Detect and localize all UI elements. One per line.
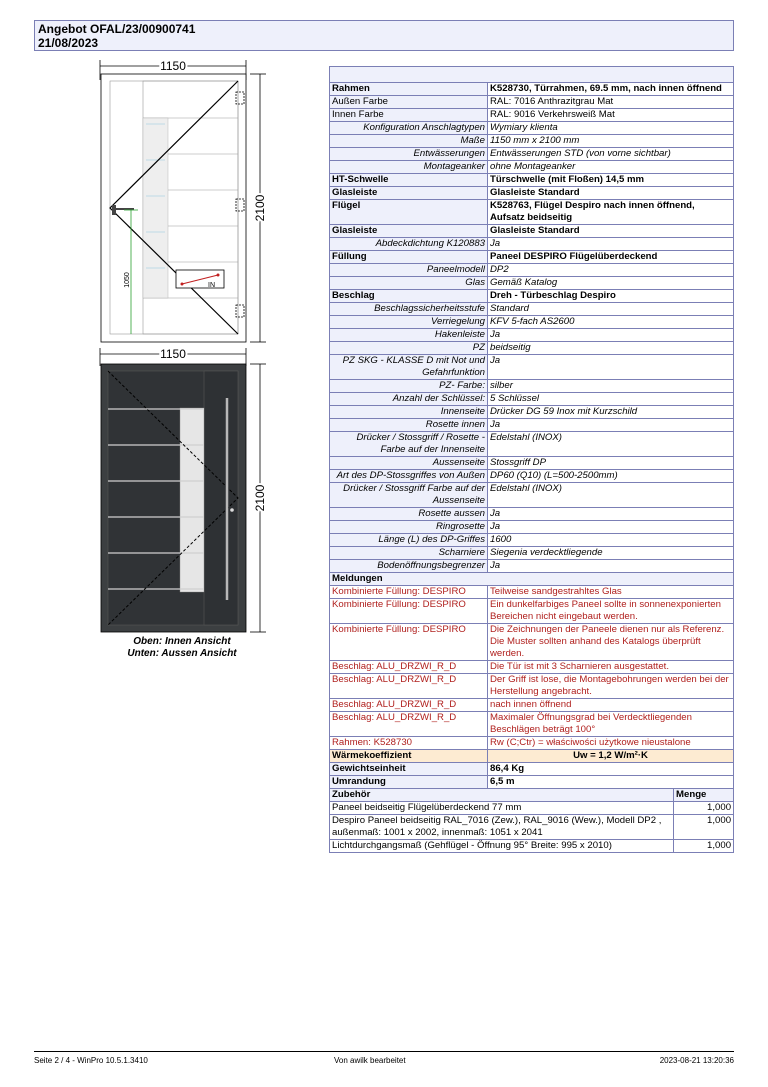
spec-label: PZ [330, 342, 488, 355]
spec-label: Montageanker [330, 161, 488, 174]
spec-row [330, 316, 734, 329]
spec-row [330, 238, 734, 251]
spec-label: Füllung [330, 251, 488, 264]
message-source: Beschlag: ALU_DRZWI_R_D [330, 674, 488, 699]
accessories-header: Zubehör [330, 789, 674, 802]
thermal-value: Uw = 1,2 W/m²·K [488, 750, 734, 763]
spec-label: Entwässerungen [330, 148, 488, 161]
bottom-width-label: 1150 [160, 347, 186, 361]
spec-row [330, 277, 734, 290]
bottom-height-label: 2100 [253, 484, 267, 512]
spec-value: Ja [488, 355, 734, 380]
spec-value: Türschwelle (mit Floßen) 14,5 mm [488, 174, 734, 187]
specification-table [329, 66, 734, 853]
spec-label: Außen Farbe [330, 96, 488, 109]
door-drawing [0, 0, 330, 680]
spec-row [330, 161, 734, 174]
spec-label: Hakenleiste [330, 329, 488, 342]
message-source: Kombinierte Füllung: DESPIRO [330, 599, 488, 624]
spec-label: Innen Farbe [330, 109, 488, 122]
spec-label: Konfiguration Anschlagtypen [330, 122, 488, 135]
spec-row [330, 135, 734, 148]
spec-value: 1600 [488, 534, 734, 547]
spec-label: Glasleiste [330, 187, 488, 200]
spec-label: PZ SKG - KLASSE D mit Not und Gefahrfunktion [330, 355, 488, 380]
spec-value: Ja [488, 238, 734, 251]
spec-value: silber [488, 380, 734, 393]
spec-value: Entwässerungen STD (von vorne sichtbar) [488, 148, 734, 161]
spec-label: Paneelmodell [330, 264, 488, 277]
spec-label: Anzahl der Schlüssel: [330, 393, 488, 406]
accessory-row [330, 802, 734, 815]
spec-row [330, 457, 734, 470]
accessory-quantity: 1,000 [674, 802, 734, 815]
spec-row [330, 251, 734, 264]
spec-value: KFV 5-fach AS2600 [488, 316, 734, 329]
spec-label: Beschlag [330, 290, 488, 303]
accessory-quantity: 1,000 [674, 840, 734, 853]
spec-row [330, 432, 734, 457]
message-source: Beschlag: ALU_DRZWI_R_D [330, 661, 488, 674]
spec-value: Ja [488, 560, 734, 573]
message-source: Kombinierte Füllung: DESPIRO [330, 624, 488, 661]
spec-row [330, 355, 734, 380]
message-row [330, 674, 734, 699]
message-text: Teilweise sandgestrahltes Glas [488, 586, 734, 599]
spec-value: RAL: 9016 Verkehrsweiß Mat [488, 109, 734, 122]
accessory-name: Paneel beidseitig Flügelüberdeckend 77 mm [330, 802, 674, 815]
spec-row [330, 225, 734, 238]
spec-value: ohne Montageanker [488, 161, 734, 174]
top-width-label: 1150 [160, 59, 186, 73]
spec-row [330, 148, 734, 161]
spec-label: HT-Schwelle [330, 174, 488, 187]
page-footer [34, 1051, 734, 1067]
footer-timestamp: 2023-08-21 13:20:36 [659, 1056, 734, 1065]
spec-value: Ja [488, 521, 734, 534]
message-row [330, 661, 734, 674]
message-text: Der Griff ist lose, die Montagebohrungen werden bei der Herstellung angebracht. [488, 674, 734, 699]
perimeter-value: 6,5 m [488, 776, 734, 789]
spec-value: Ja [488, 508, 734, 521]
footer-page-info: Seite 2 / 4 - WinPro 10.5.1.3410 [34, 1056, 148, 1065]
messages-header-row [330, 573, 734, 586]
spec-label: Verriegelung [330, 316, 488, 329]
message-text: Die Tür ist mit 3 Scharnieren ausgestattet. [488, 661, 734, 674]
spec-label: Maße [330, 135, 488, 148]
caption-outer: Unten: Aussen Ansicht [127, 648, 237, 659]
spec-value: DP2 [488, 264, 734, 277]
message-row [330, 586, 734, 599]
spec-value: Glasleiste Standard [488, 225, 734, 238]
message-text: Rw (C;Ctr) = właściwości użytkowe nieustalone [488, 737, 734, 750]
message-row [330, 599, 734, 624]
spec-value: Glasleiste Standard [488, 187, 734, 200]
accessory-row [330, 840, 734, 853]
spec-row [330, 264, 734, 277]
opening-direction-label: IN [208, 282, 215, 289]
spec-value: Edelstahl (INOX) [488, 432, 734, 457]
spec-row [330, 419, 734, 432]
spec-row [330, 83, 734, 96]
spec-label: Rahmen [330, 83, 488, 96]
spec-row [330, 380, 734, 393]
spec-row [330, 96, 734, 109]
spec-row [330, 329, 734, 342]
weight-label: Gewichtseinheit [330, 763, 488, 776]
spec-label: Beschlagssicherheitsstufe [330, 303, 488, 316]
accessory-name: Despiro Paneel beidseitig RAL_7016 (Zew.), RAL_9016 (Wew.), Modell DP2 , außenmaß: 1001 x 2002, innenmaß: 1051 x 2041 [330, 815, 674, 840]
spec-label: Abdeckdichtung K120883 [330, 238, 488, 251]
perimeter-row [330, 776, 734, 789]
spec-row [330, 521, 734, 534]
spec-value: beidseitig [488, 342, 734, 355]
spec-row [330, 508, 734, 521]
spec-label: Rosette aussen [330, 508, 488, 521]
weight-row [330, 763, 734, 776]
spec-value: Drücker DG 59 Inox mit Kurzschild [488, 406, 734, 419]
spec-row [330, 290, 734, 303]
spec-label: Rosette innen [330, 419, 488, 432]
spec-label: Aussenseite [330, 457, 488, 470]
footer-editor: Von awilk bearbeitet [334, 1056, 406, 1065]
message-row [330, 699, 734, 712]
message-source: Kombinierte Füllung: DESPIRO [330, 586, 488, 599]
spec-value: Ja [488, 329, 734, 342]
message-source: Beschlag: ALU_DRZWI_R_D [330, 712, 488, 737]
handle-height-label: 1050 [124, 272, 131, 288]
spec-row [330, 187, 734, 200]
spec-label: Flügel [330, 200, 488, 225]
spec-label: Glas [330, 277, 488, 290]
outer-view-door [101, 364, 246, 632]
accessory-row [330, 815, 734, 840]
weight-value: 86,4 Kg [488, 763, 734, 776]
spec-label: Drücker / Stossgriff Farbe auf der Aussenseite [330, 483, 488, 508]
spec-value: DP60 (Q10) (L=500-2500mm) [488, 470, 734, 483]
spec-row [330, 342, 734, 355]
spec-label: PZ- Farbe: [330, 380, 488, 393]
message-source: Beschlag: ALU_DRZWI_R_D [330, 699, 488, 712]
thermal-row [330, 750, 734, 763]
spec-row [330, 303, 734, 316]
spec-value: 1150 mm x 2100 mm [488, 135, 734, 148]
drawing-caption [92, 636, 272, 660]
table-top-row [330, 67, 734, 83]
message-text: nach innen öffnend [488, 699, 734, 712]
message-row [330, 737, 734, 750]
message-row [330, 712, 734, 737]
spec-value: Gemäß Katalog [488, 277, 734, 290]
spec-value: Ja [488, 419, 734, 432]
messages-header: Meldungen [330, 573, 734, 586]
message-text: Maximaler Öffnungsgrad bei Verdecktliegenden Beschlägen beträgt 100° [488, 712, 734, 737]
spec-row [330, 547, 734, 560]
spec-row [330, 109, 734, 122]
spec-row [330, 200, 734, 225]
message-text: Die Zeichnungen der Paneele dienen nur als Referenz. Die Muster sollten anhand des Katalogs überprüft werden. [488, 624, 734, 661]
quantity-header: Menge [674, 789, 734, 802]
spec-label: Scharniere [330, 547, 488, 560]
message-source: Rahmen: K528730 [330, 737, 488, 750]
thermal-label: Wärmekoeffizient [330, 750, 488, 763]
spec-label: Ringrosette [330, 521, 488, 534]
spec-row [330, 534, 734, 547]
perimeter-label: Umrandung [330, 776, 488, 789]
spec-row [330, 470, 734, 483]
spec-value: Wymiary klienta [488, 122, 734, 135]
message-row [330, 624, 734, 661]
spec-row [330, 483, 734, 508]
accessory-name: Lichtdurchgangsmaß (Gehflügel - Öffnung 95° Breite: 995 x 2010) [330, 840, 674, 853]
spec-label: Länge (L) des DP-Griffes [330, 534, 488, 547]
spec-value: 5 Schlüssel [488, 393, 734, 406]
spec-value: K528763, Flügel Despiro nach innen öffnend, Aufsatz beidseitig [488, 200, 734, 225]
spec-value: Paneel DESPIRO Flügelüberdeckend [488, 251, 734, 264]
caption-inner: Oben: Innen Ansicht [133, 636, 231, 647]
top-height-label: 2100 [253, 194, 267, 222]
spec-row [330, 393, 734, 406]
spec-value: Stossgriff DP [488, 457, 734, 470]
spec-row [330, 406, 734, 419]
offer-date: 21/08/2023 [38, 36, 99, 50]
inner-view-door [101, 74, 246, 342]
spec-label: Glasleiste [330, 225, 488, 238]
spec-value: Siegenia verdecktliegende [488, 547, 734, 560]
spec-label: Bodenöffnungsbegrenzer [330, 560, 488, 573]
spec-row [330, 560, 734, 573]
accessories-header-row [330, 789, 734, 802]
spec-value: K528730, Türrahmen, 69.5 mm, nach innen öffnend [488, 83, 734, 96]
spec-row [330, 122, 734, 135]
spec-value: RAL: 7016 Anthrazitgrau Mat [488, 96, 734, 109]
spec-row [330, 174, 734, 187]
spec-value: Standard [488, 303, 734, 316]
spec-value: Dreh - Türbeschlag Despiro [488, 290, 734, 303]
accessory-quantity: 1,000 [674, 815, 734, 840]
spec-value: Edelstahl (INOX) [488, 483, 734, 508]
spec-label: Art des DP-Stossgriffes von Außen [330, 470, 488, 483]
spec-label: Innenseite [330, 406, 488, 419]
spec-label: Drücker / Stossgriff / Rosette - Farbe auf der Innenseite [330, 432, 488, 457]
offer-number: Angebot OFAL/23/00900741 [38, 22, 196, 36]
message-text: Ein dunkelfarbiges Paneel sollte in sonnenexponierten Bereichen nicht eingebaut werden. [488, 599, 734, 624]
